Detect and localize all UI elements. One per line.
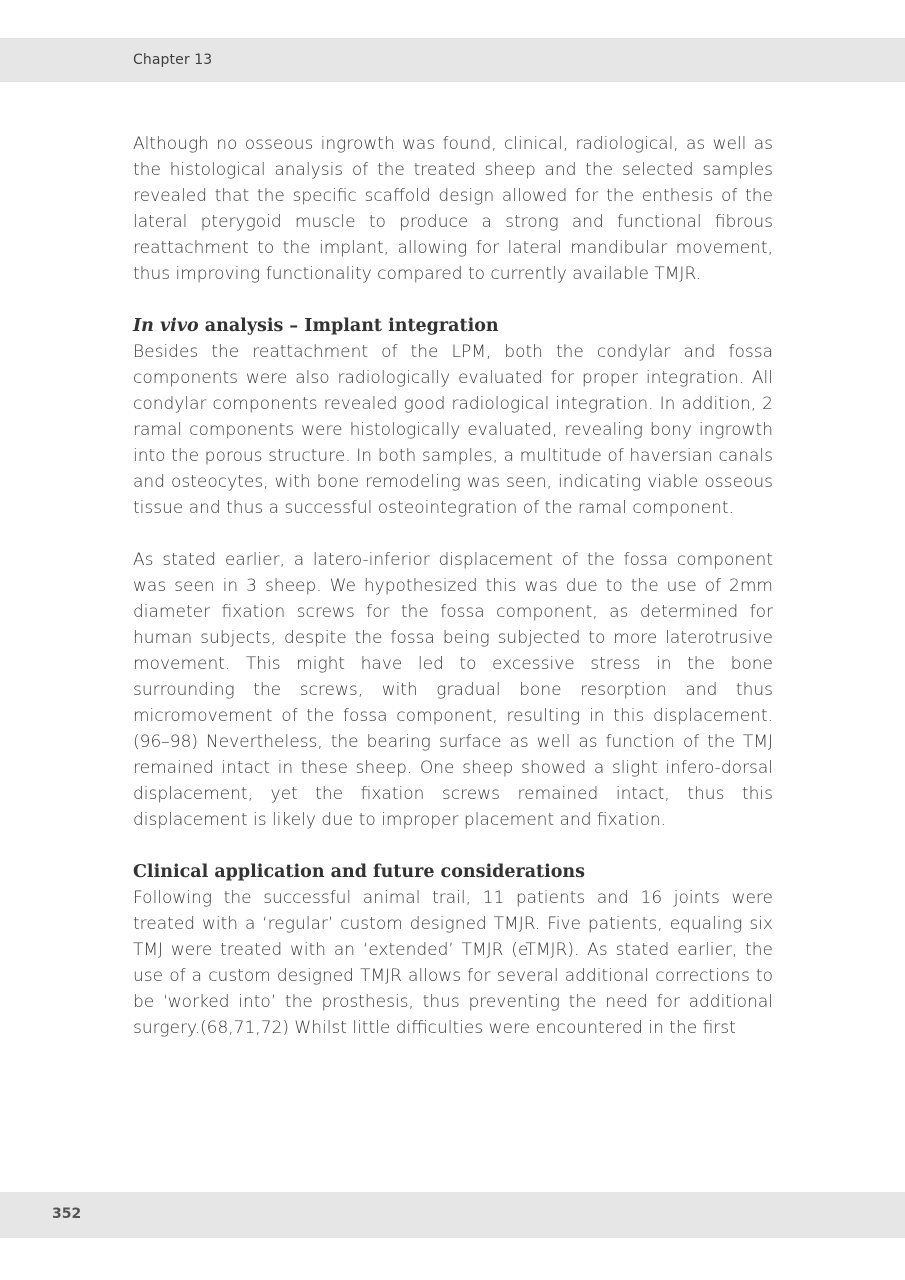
paragraph-fossa-displacement: As stated earlier, a latero-inferior displacement of the fossa component was seen in 3 sheep. We hypothesized this was due to the use of 2mm diameter fixation screws for the fossa component, as determined for human subjects, despite the fossa being subjected to more laterotrusive movement. This might have led to excessive stress in the bone surrounding the screws, with gradual bone resorption and thus micromovement of the fossa component, resulting in this displacement.(96–98) Nevertheless, the bearing surface as well as function of the TMJ remained intact in these sheep. One sheep showed a slight infero-dorsal displacement, yet the fixation screws remained intact, thus this displacement is likely due to improper placement and fixation. [133,550,773,830]
page-body [133,131,773,1041]
section-heading-implant-integration [133,313,773,339]
chapter-label: Chapter 13 [133,52,213,68]
running-header [0,38,905,82]
heading-rest-part: analysis – Implant integration [198,316,499,336]
heading-italic-part: In vivo [133,316,199,336]
paragraph-implant-integration: Besides the reattachment of the LPM, both the condylar and fossa components were also radiologically evaluated for proper integration. All condylar components revealed good radiological integration. In addition, 2 ramal components were histologically evaluated, revealing bony ingrowth into the porous structure. In both samples, a multitude of haversian canals and osteocytes, with bone remodeling was seen, indicating viable osseous tissue and thus a successful osteointegration of the ramal component. [133,342,773,518]
section-heading-clinical-application: Clinical application and future considerations [133,862,586,882]
running-footer [0,1192,905,1238]
paragraph-scaffold-findings: Although no osseous ingrowth was found, clinical, radiological, as well as the histological analysis of the treated sheep and the selected samples revealed that the specific scaffold design allowed for the enthesis of the lateral pterygoid muscle to produce a strong and functional fibrous reattachment to the implant, allowing for lateral mandibular movement, thus improving functionality compared to currently available TMJR. [133,134,773,284]
page-number: 352 [52,1206,82,1222]
paragraph-clinical-application: Following the successful animal trail, 11 patients and 16 joints were treated with a ‘regular’ custom designed TMJR. Five patients, equaling six TMJ were treated with an ‘extended’ TMJR (eTMJR). As stated earlier, the use of a custom designed TMJR allows for several additional corrections to be ‘worked into’ the prosthesis, thus preventing the need for additional surgery.(68,71,72) Whilst little difficulties were encountered in the first [133,888,773,1038]
